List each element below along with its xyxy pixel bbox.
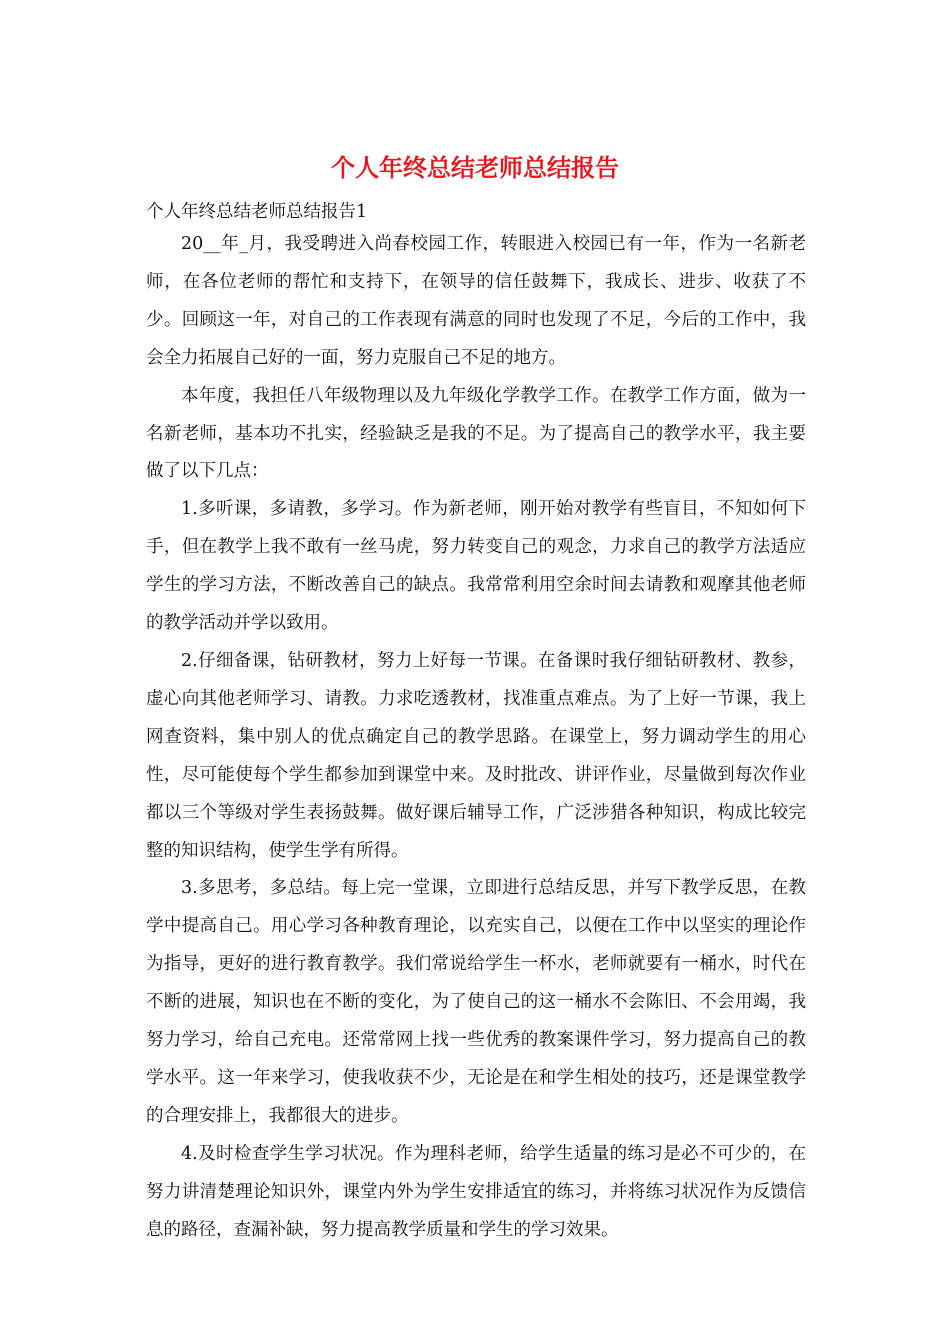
document-subtitle: 个人年终总结老师总结报告1 [146, 202, 368, 222]
paragraph-intro: 20__年_月，我受聘进入尚春校园工作，转眼进入校园已有一年，作为一名新老师，在各位老师的帮忙和支持下，在领导的信任鼓舞下，我成长、进步、收获了不少。回顾这一年，对自己的工作表现有满意的同时也发现了不足，今后的工作中，我会全力拓展自己好的一面，努力克服自己不足的地方。 [146, 234, 806, 368]
paragraph-point-1: 1.多听课，多请教，多学习。作为新老师，刚开始对教学有些盲目，不知如何下手，但在教学上我不敢有一丝马虎，努力转变自己的观念，力求自己的教学方法适应学生的学习方法，不断改善自己的缺点。我常常利用空余时间去请教和观摩其他老师的教学活动并学以致用。 [146, 499, 806, 634]
document-body [146, 226, 806, 1249]
document-title: 个人年终总结老师总结报告 [331, 153, 619, 182]
paragraph-point-2: 2.仔细备课，钻研教材，努力上好每一节课。在备课时我仔细钻研教材、教参，虚心向其他老师学习、请教。力求吃透教材，找准重点难点。为了上好一节课，我上网查资料，集中别人的优点确定自己的教学思路。在课堂上，努力调动学生的用心性，尽可能使每个学生都参加到课堂中来。及时批改、讲评作业，尽量做到每次作业都以三个等级对学生表扬鼓舞。做好课后辅导工作，广泛涉猎各种知识，构成比较完整的知识结构，使学生学有所得。 [146, 650, 806, 861]
paragraph-point-3: 3.多思考，多总结。每上完一堂课，立即进行总结反思，并写下教学反思，在教学中提高自己。用心学习各种教育理论，以充实自己，以便在工作中以坚实的理论作为指导，更好的进行教育教学。我们常说给学生一杯水，老师就要有一桶水，时代在不断的进展，知识也在不断的变化，为了使自己的这一桶水不会陈旧、不会用竭，我努力学习，给自己充电。还常常网上找一些优秀的教案课件学习，努力提高自己的教学水平。这一年来学习，使我收获不少，无论是在和学生相处的技巧，还是课堂教学的合理安排上，我都很大的进步。 [146, 878, 806, 1126]
paragraph-teaching-overview: 本年度，我担任八年级物理以及九年级化学教学工作。在教学工作方面，做为一名新老师，基本功不扎实，经验缺乏是我的不足。为了提高自己的教学水平，我主要做了以下几点： [146, 385, 806, 482]
paragraph-point-4: 4.及时检查学生学习状况。作为理科老师，给学生适量的练习是必不可少的，在努力讲清楚理论知识外，课堂内外为学生安排适宜的练习，并将练习状况作为反馈信息的路径，查漏补缺，努力提高教学质量和学生的学习效果。 [146, 1143, 806, 1240]
